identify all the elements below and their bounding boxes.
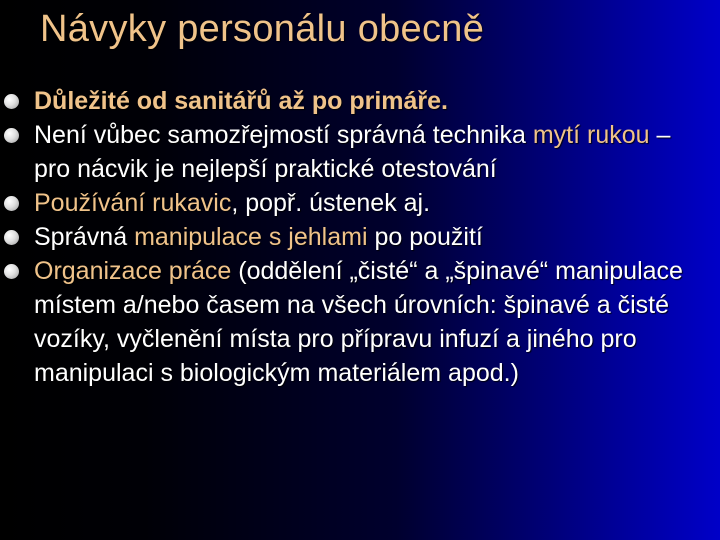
bullet-2-highlight: mytí rukou [532, 121, 650, 149]
bullet-5-highlight: Organizace práce [34, 257, 232, 285]
bullet-1-highlight: Důležité od sanitářů až po primáře. [34, 87, 448, 115]
bullet-dot-icon [4, 230, 19, 245]
bullet-2-text-end: – pro nácvik je nejlepší praktické otestování [34, 121, 671, 183]
bullet-dot-icon [4, 264, 19, 279]
bullet-item-2 [0, 118, 720, 186]
bullet-5-text-end: (oddělení „čisté“ a „špinavé“ manipulace místem a/nebo časem na všech úrovních: špinavé a čisté vozíky, vyčlenění místa pro přípravu infuzí a jiného pro manipulaci s biologickým materiálem apod.) [34, 257, 683, 387]
bullet-item-1 [0, 84, 720, 118]
bullet-dot-icon [4, 196, 19, 211]
bullet-item-3 [0, 186, 720, 220]
bullet-item-4 [0, 220, 720, 254]
bullet-2-text-start: Není vůbec samozřejmostí správná technika [34, 121, 533, 149]
bullet-item-5 [0, 254, 720, 390]
bullet-dot-icon [4, 128, 19, 143]
bullet-4-text-start: Správná [34, 223, 135, 251]
bullet-3-highlight: Používání rukavic [34, 189, 232, 217]
bullet-list [0, 84, 720, 390]
bullet-dot-icon [4, 94, 19, 109]
slide-title: Návyky personálu obecně [40, 8, 485, 50]
bullet-4-text-end: po použití [367, 223, 483, 251]
bullet-3-text-end: , popř. ústenek aj. [231, 189, 431, 217]
bullet-4-highlight: manipulace s jehlami [134, 223, 368, 251]
